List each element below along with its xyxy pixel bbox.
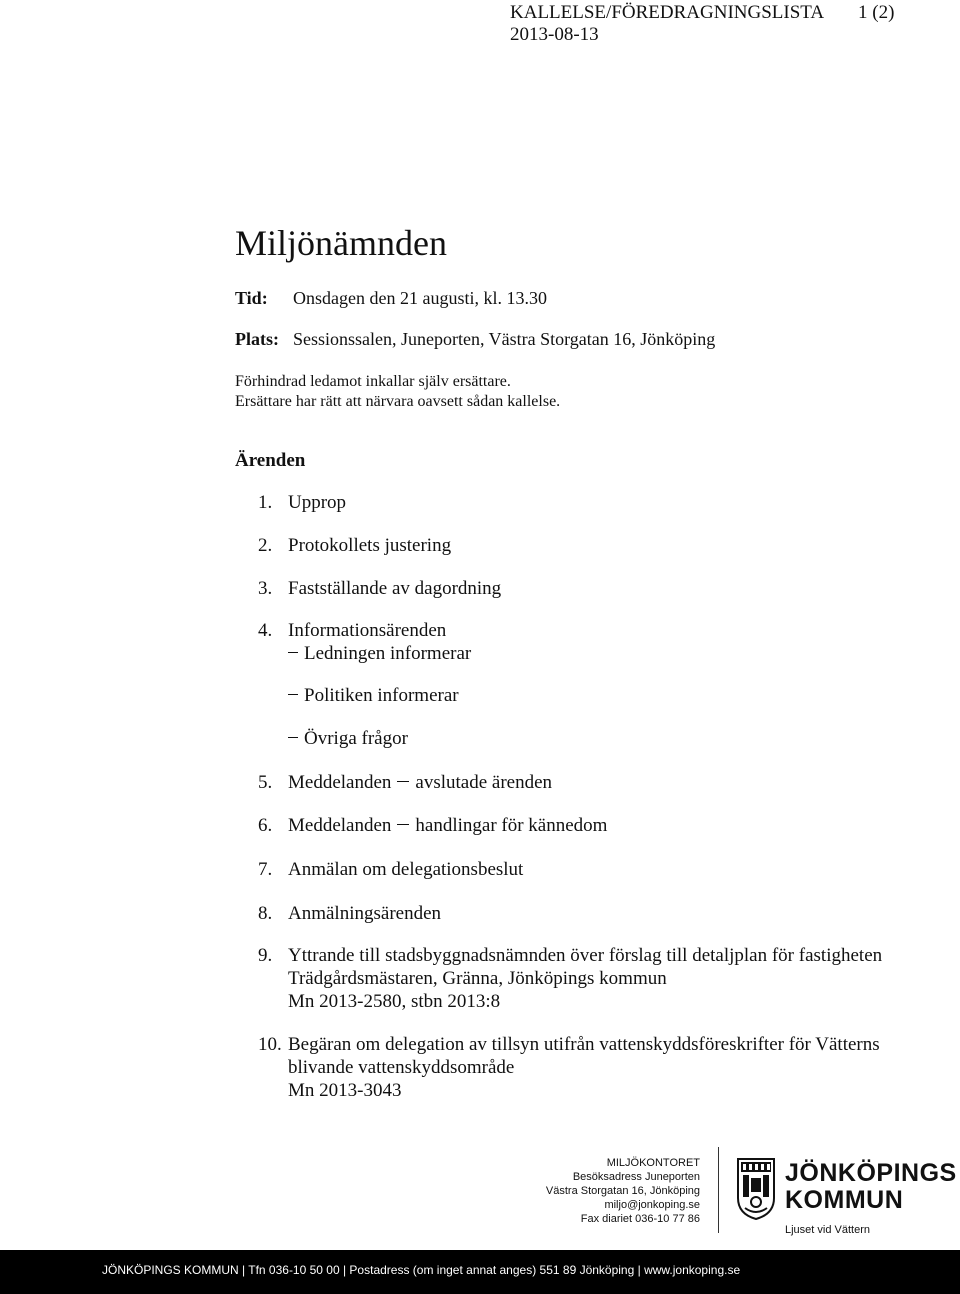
dash-icon [288, 652, 298, 653]
agenda-item-number: 4. [258, 620, 273, 641]
dash-icon [288, 694, 298, 695]
agenda-item-number: 10. [258, 1034, 282, 1055]
meeting-time [235, 288, 547, 309]
document-date: 2013-08-13 [510, 24, 599, 45]
agenda-item [258, 944, 928, 1016]
agenda-item [258, 902, 918, 926]
time-value: Onsdagen den 21 augusti, kl. 13.30 [293, 288, 547, 308]
agenda-heading: Ärenden [235, 450, 306, 471]
agenda-item [258, 619, 918, 643]
visit-address: Besöksadress Juneporten [572, 1171, 700, 1183]
agenda-item-text: Yttrande till stadsbyggnadsnämnden över förslag till detaljplan för fastigheten [288, 945, 883, 966]
brand-line-1: JÖNKÖPINGS [785, 1159, 957, 1187]
agenda-item [258, 491, 918, 515]
agenda-subitem-text: Politiken informerar [304, 685, 459, 706]
footer-text: JÖNKÖPINGS KOMMUN | Tfn 036-10 50 00 | Postadress (om inget annat anges) 551 89 Jönköping | www.jonkoping.se [102, 1263, 741, 1277]
agenda-item-text: Trädgårdsmästaren, Gränna, Jönköpings kommun [288, 968, 667, 989]
agenda-item-number: 5. [258, 772, 273, 793]
agenda-item [258, 534, 918, 558]
agenda-item-text: Informationsärenden [288, 620, 447, 641]
city-crest-icon [737, 1158, 775, 1220]
place-label: Plats: [235, 329, 279, 349]
meeting-place [235, 329, 715, 350]
agenda-item-text: Anmälan om delegationsbeslut [288, 859, 524, 880]
brand-tagline: Ljuset vid Vättern [785, 1224, 870, 1236]
agenda-item-reference: Mn 2013-2580, stbn 2013:8 [288, 991, 501, 1012]
agenda-item-number: 3. [258, 578, 273, 599]
contact-block [500, 1156, 700, 1226]
agenda-item-number: 1. [258, 492, 273, 513]
agenda-item-text: Meddelanden handlingar för kännedom [288, 815, 608, 836]
page-number: 1 (2) [858, 2, 895, 23]
dash-icon [288, 737, 298, 738]
street-address: Västra Storgatan 16, Jönköping [545, 1185, 700, 1197]
agenda-item-number: 6. [258, 815, 273, 836]
agenda-item-number: 7. [258, 859, 273, 880]
page-title: Miljönämnden [235, 223, 447, 263]
agenda-item-number: 2. [258, 535, 273, 556]
agenda-item-number: 9. [258, 945, 273, 966]
agenda-item [258, 858, 918, 882]
agenda-subitem [288, 685, 459, 707]
brand-line-2: KOMMUN [785, 1186, 904, 1214]
fax-number: Fax diariet 036-10 77 86 [580, 1213, 700, 1225]
note-attendance: Ersättare har rätt att närvara oavsett sådan kallelse. [235, 393, 561, 410]
time-label: Tid: [235, 288, 268, 308]
divider [718, 1147, 719, 1233]
agenda-item-text: Protokollets justering [288, 535, 452, 556]
dash-icon [397, 781, 409, 782]
agenda-item-text: blivande vattenskyddsområde [288, 1057, 515, 1078]
dash-icon [397, 824, 409, 825]
agenda-item [258, 814, 918, 838]
agenda-item-text: Fastställande av dagordning [288, 578, 502, 599]
agenda-item [258, 771, 918, 795]
agenda-item-text: Begäran om delegation av tillsyn utifrån vattenskyddsföreskrifter för Vätterns [288, 1034, 880, 1055]
document-type: KALLELSE/FÖREDRAGNINGSLISTA [510, 2, 825, 23]
office-name: MILJÖKONTORET [606, 1157, 700, 1169]
agenda-item [258, 1033, 928, 1105]
note-substitute: Förhindrad ledamot inkallar själv ersättare. [235, 373, 511, 390]
agenda-subitem [288, 728, 408, 750]
agenda-item-number: 8. [258, 903, 273, 924]
agenda-subitem-text: Övriga frågor [304, 728, 408, 749]
footer-bar [0, 1250, 960, 1294]
agenda-item-text: Meddelanden avslutade ärenden [288, 772, 553, 793]
agenda-item-text: Upprop [288, 492, 347, 513]
place-value: Sessionssalen, Juneporten, Västra Storgatan 16, Jönköping [293, 329, 716, 349]
agenda-subitem [288, 643, 471, 665]
agenda-item [258, 577, 918, 601]
email-address: miljo@jonkoping.se [604, 1199, 700, 1211]
agenda-item-text: Anmälningsärenden [288, 903, 442, 924]
agenda-subitem-text: Ledningen informerar [304, 643, 472, 664]
agenda-item-reference: Mn 2013-3043 [288, 1080, 402, 1101]
